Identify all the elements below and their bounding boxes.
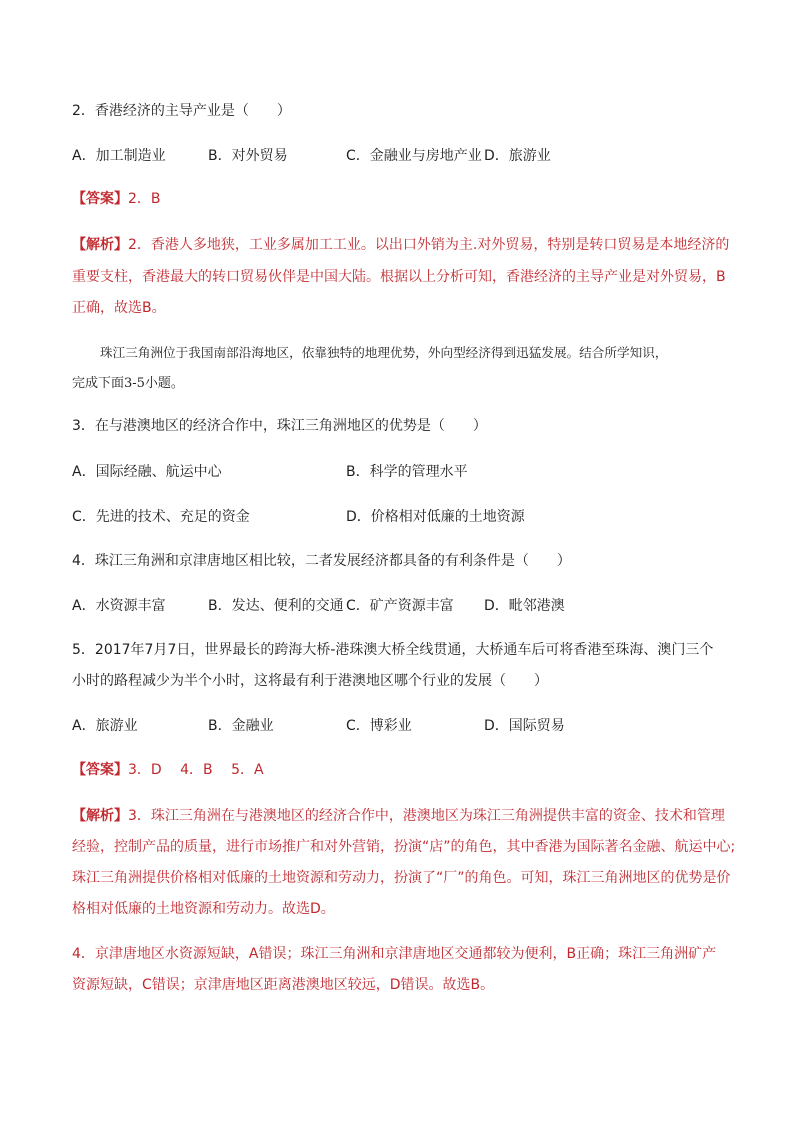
- question-3-stem: 3．在与港澳地区的经济合作中，珠江三角洲地区的优势是（ ）: [72, 418, 487, 434]
- question-5-option-d: D．国际贸易: [484, 718, 565, 734]
- question-2-option-a: A．加工制造业: [72, 148, 166, 164]
- question-4-stem: 4．珠江三角洲和京津唐地区相比较，二者发展经济都具备的有利条件是（ ）: [72, 553, 571, 569]
- question-2-option-b: B．对外贸易: [208, 148, 288, 164]
- passage-line-2: 完成下面3-5小题。: [72, 376, 184, 391]
- question-3-option-b: B．科学的管理水平: [346, 464, 468, 480]
- question-3-option-d: D．价格相对低廉的土地资源: [346, 509, 525, 525]
- question-2-option-d: D．旅游业: [484, 148, 551, 164]
- question-5-stem-line-2: 小时的路程减少为半个小时，这将最有利于港澳地区哪个行业的发展（ ）: [72, 673, 548, 689]
- question-5-option-a: A．旅游业: [72, 718, 138, 734]
- answer-label: 【答案】: [72, 762, 128, 778]
- analysis-block-2-line-3: 珠江三角洲提供价格相对低廉的土地资源和劳动力，扮演了“厂”的角色。可知，珠江三角洲地区的优势是价: [72, 870, 731, 886]
- question-2-option-c: C．金融业与房地产业: [346, 148, 482, 164]
- question-3-option-c: C．先进的技术、充足的资金: [72, 509, 250, 525]
- question-4-option-c: C．矿产资源丰富: [346, 598, 454, 614]
- analysis-block-1-line-2: 重要支柱，香港最大的转口贸易伙伴是中国大陆。根据以上分析可知，香港经济的主导产业是对外贸易，B: [72, 269, 726, 285]
- analysis-text: 2．香港人多地狭，工业多属加工工业。以出口外销为主.对外贸易，特别是转口贸易是本地经济的: [128, 237, 730, 253]
- analysis-block-2-para2-line-1: 4．京津唐地区水资源短缺，A错误；珠江三角洲和京津唐地区交通都较为便利，B正确；珠江三角洲矿产: [72, 946, 717, 962]
- analysis-block-2-para2-line-2: 资源短缺，C错误；京津唐地区距离港澳地区较远，D错误。故选B。: [72, 977, 495, 993]
- question-2-stem: 2．香港经济的主导产业是（ ）: [72, 103, 291, 119]
- question-5-option-b: B．金融业: [208, 718, 274, 734]
- analysis-block-2-line-4: 格相对低廉的土地资源和劳动力。故选D。: [72, 901, 335, 917]
- analysis-block-1-line-3: 正确，故选B。: [72, 300, 166, 316]
- answer-label: 【答案】: [72, 191, 128, 207]
- question-5-option-c: C．博彩业: [346, 718, 412, 734]
- analysis-label: 【解析】: [72, 237, 128, 253]
- analysis-label: 【解析】: [72, 808, 128, 824]
- analysis-block-2-line-1: [72, 806, 732, 826]
- answer-text: 3．D 4．B 5．A: [128, 762, 264, 778]
- question-4-option-d: D．毗邻港澳: [484, 598, 565, 614]
- question-5-stem-line-1: 5．2017年7月7日，世界最长的跨海大桥-港珠澳大桥全线贯通，大桥通车后可将香港至珠海、澳门三个: [72, 642, 714, 658]
- passage-line-1: 珠江三角洲位于我国南部沿海地区，依靠独特的地理优势，外向型经济得到迅猛发展。结合所学知识，: [100, 345, 668, 360]
- question-4-option-a: A．水资源丰富: [72, 598, 166, 614]
- analysis-text: 3．珠江三角洲在与港澳地区的经济合作中，港澳地区为珠江三角洲提供丰富的资金、技术和管理: [128, 808, 725, 824]
- question-3-option-a: A．国际经融、航运中心: [72, 464, 222, 480]
- analysis-block-1-line-1: [72, 235, 732, 255]
- answer-block-2: [72, 760, 732, 780]
- answer-text: 2．B: [128, 191, 161, 207]
- question-4-option-b: B．发达、便利的交通: [208, 598, 344, 614]
- answer-block-1: [72, 189, 732, 209]
- analysis-block-2-line-2: 经验，控制产品的质量，进行市场推广和对外营销，扮演“店”的角色，其中香港为国际著名金融、航运中心;: [72, 839, 736, 855]
